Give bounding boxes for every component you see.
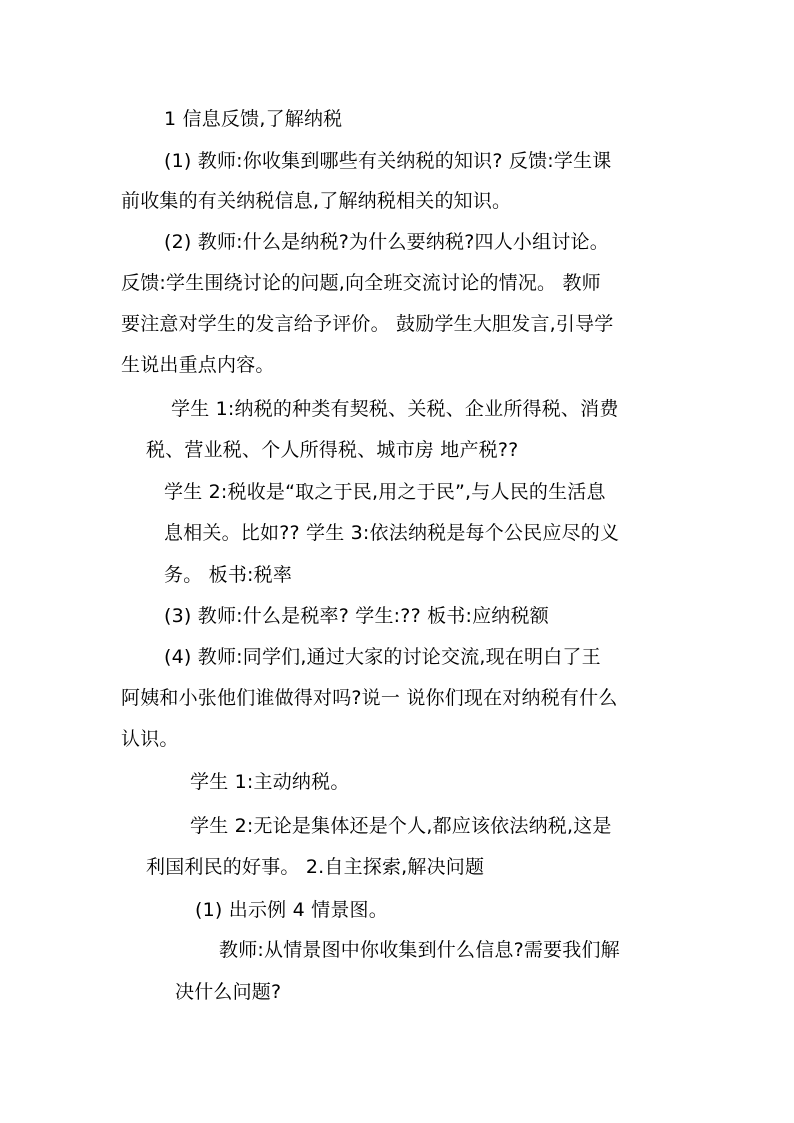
text-line: 税、营业税、个人所得税、城市房 地产税??: [146, 439, 519, 461]
text-line: 务。 板书:税率: [164, 564, 293, 586]
text-line: 要注意对学生的发言给予评价。 鼓励学生大胆发言,引导学: [121, 313, 614, 335]
text-line: 学生 2:无论是集体还是个人,都应该依法纳税,这是: [190, 815, 612, 837]
text-line: 学生 1:主动纳税。: [190, 771, 350, 793]
text-line: (1) 教师:你收集到哪些有关纳税的知识? 反馈:学生课: [164, 150, 612, 172]
text-line: 决什么问题?: [175, 981, 282, 1003]
text-line: 息相关。比如?? 学生 3:依法纳税是每个公民应尽的义: [164, 522, 620, 544]
text-line: 学生 2:税收是“取之于民,用之于民”,与人民的生活息: [164, 481, 606, 503]
text-line: 1 信息反馈,了解纳税: [164, 108, 343, 130]
text-line: 阿姨和小张他们谁做得对吗?说一 说你们现在对纳税有什么: [121, 687, 618, 709]
text-line: 利国利民的好事。 2.自主探索,解决问题: [146, 856, 485, 878]
text-line: (4) 教师:同学们,通过大家的讨论交流,现在明白了王: [164, 646, 601, 668]
text-line: 教师:从情景图中你收集到什么信息?需要我们解: [219, 939, 620, 961]
text-line: (2) 教师:什么是纳税?为什么要纳税?四人小组讨论。: [164, 231, 609, 253]
text-line: (3) 教师:什么是税率? 学生:?? 板书:应纳税额: [164, 605, 549, 627]
text-line: 反馈:学生围绕讨论的问题,向全班交流讨论的情况。 教师: [121, 272, 601, 294]
text-line: 认识。: [121, 728, 179, 750]
text-line: 生说出重点内容。: [121, 354, 275, 376]
text-line: 学生 1:纳税的种类有契税、关税、企业所得税、消费: [171, 398, 619, 420]
text-line: (1) 出示例 4 情景图。: [195, 899, 388, 921]
text-line: 前收集的有关纳税信息,了解纳税相关的知识。: [121, 190, 512, 212]
